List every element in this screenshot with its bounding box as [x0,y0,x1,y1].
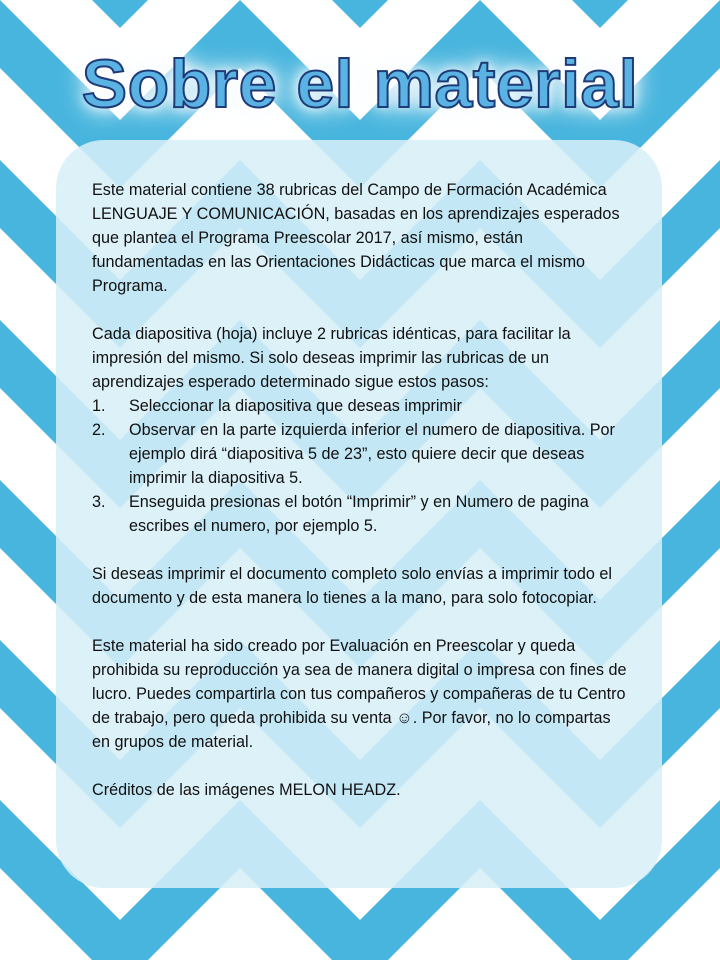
intro-paragraph: Este material contiene 38 rubricas del Campo de Formación Académica LENGUAJE Y COMUNICACIÓN, basadas en los aprendizajes esperados que plantea el Programa Preescolar 2017, así mismo, están fundamentadas en las Orientaciones Didácticas que marca el mismo Programa. [92,181,620,295]
instructions-paragraph: Cada diapositiva (hoja) incluye 2 rubricas idénticas, para facilitar la impresión del mismo. Si solo deseas imprimir las rubricas de un aprendizajes esperado determinado sigue estos pasos: [92,325,571,391]
step-text: Seleccionar la diapositiva que deseas imprimir [129,397,462,415]
step-number: 2. [92,421,106,439]
chevron-stripe [0,0,720,28]
copyright-paragraph: Este material ha sido creado por Evaluación en Preescolar y queda prohibida su reproducción ya sea de manera digital o impresa con fines de lucro. Puedes compartirla con tus compañeros y compañeras de tu Centro de trabajo, pero queda prohibida su venta ☺. Por favor, no lo compartas en grupos de material. [92,637,627,751]
list-item [92,490,632,538]
step-number: 1. [92,397,106,415]
document-body [92,178,632,826]
steps-list [92,394,632,538]
credits-paragraph: Créditos de las imágenes MELON HEADZ. [92,781,401,799]
list-item [92,418,632,490]
step-number: 3. [92,493,106,511]
full-print-paragraph: Si deseas imprimir el documento completo solo envías a imprimir todo el documento y de esta manera lo tienes a la mano, para solo fotocopiar. [92,565,613,607]
step-text: Observar en la parte izquierda inferior el numero de diapositiva. Por ejemplo dirá “diapositiva 5 de 23”, esto quiere decir que deseas imprimir la diapositiva 5. [129,421,615,487]
step-text: Enseguida presionas el botón “Imprimir” y en Numero de pagina escribes el numero, por ejemplo 5. [129,493,589,535]
page-title: Sobre el material [81,46,639,122]
list-item [92,394,632,418]
